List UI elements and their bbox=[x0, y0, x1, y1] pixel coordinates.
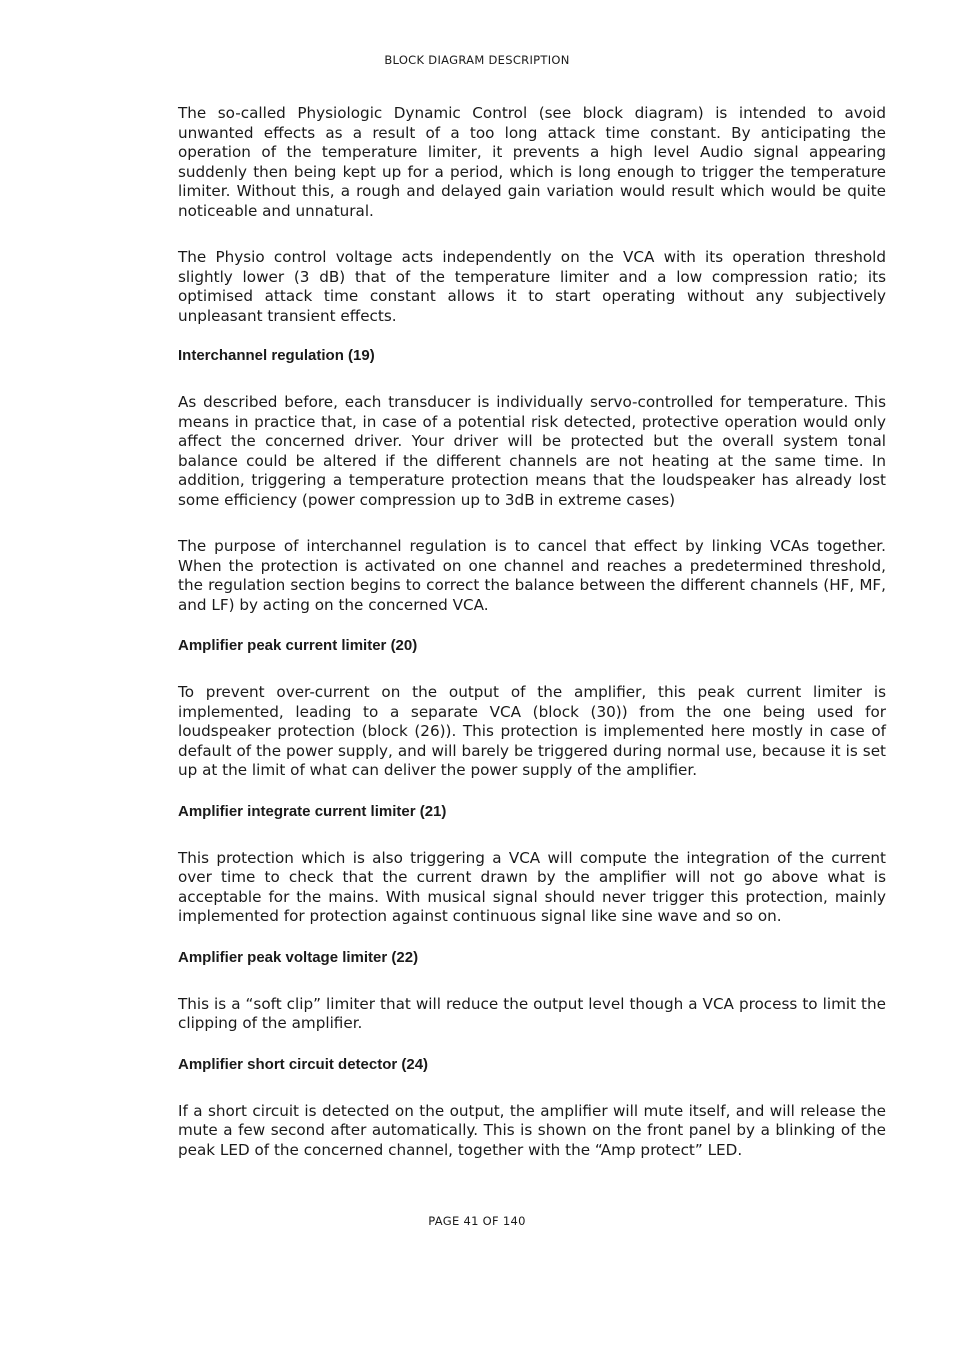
paragraph-short-circuit-detector: If a short circuit is detected on the output, the amplifier will mute itself, and will release the mute a few second after automatically. This is shown on the front panel by a blinking of the peak LED of the concerned channel, together with the “Amp protect” LED. bbox=[178, 1101, 886, 1159]
paragraph-physiologic-dynamic-control: The so-called Physiologic Dynamic Control (see block diagram) is intended to avoid unwanted effects as a result of a too long attack time constant. By anticipating the operation of the temperature limiter, it prevents a high level Audio signal appearing suddenly then being kept up for a period, which is long enough to trigger the temperature limiter. Without this, a rough and delayed gain variation would result which would be quite noticeable and unnatural. bbox=[178, 104, 886, 220]
section-heading-peak-current-limiter: Amplifier peak current limiter (20) bbox=[178, 637, 418, 654]
page-content bbox=[178, 104, 886, 1160]
page-header: BLOCK DIAGRAM DESCRIPTION bbox=[384, 53, 570, 67]
section-heading-short-circuit-detector: Amplifier short circuit detector (24) bbox=[178, 1055, 429, 1073]
paragraph-peak-voltage-limiter: This is a “soft clip” limiter that will reduce the output level though a VCA process to limit the clipping of the amplifier. bbox=[178, 994, 886, 1032]
page-number: PAGE 41 OF 140 bbox=[428, 1214, 526, 1228]
section-heading-integrate-current-limiter: Amplifier integrate current limiter (21) bbox=[178, 802, 447, 820]
paragraph-transducer-servo: As described before, each transducer is individually servo-controlled for temperature. This means in practice that, in case of a potential risk detected, protective operation would only affect the concerned driver. Your driver will be protected but the overall system tonal balance could be altered if the different channels are not heating at the same time. In addition, triggering a temperature protection means that the loudspeaker has already lost some efficiency (power compression up to 3dB in extreme cases) bbox=[178, 393, 886, 509]
paragraph-interchannel-purpose: The purpose of interchannel regulation is to cancel that effect by linking VCAs together. When the protection is activated on one channel and reaches a predetermined threshold, the regulation section begins to correct the balance between the different channels (HF, MF, and LF) by acting on the concerned VCA. bbox=[178, 537, 886, 614]
paragraph-integrate-current-limiter: This protection which is also triggering a VCA will compute the integration of the current over time to check that the current drawn by the amplifier will not go above what is acceptable for the mains. With musical signal should never trigger this protection, mainly implemented for protection against continuous signal like sine wave and so on. bbox=[178, 848, 886, 925]
section-heading-interchannel-regulation: Interchannel regulation (19) bbox=[178, 347, 375, 364]
paragraph-peak-current-limiter: To prevent over-current on the output of the amplifier, this peak current limiter is implemented, leading to a separate VCA (block (30)) from the one being used for loudspeaker protection (block (26)). This protection is implemented here mostly in case of default of the power supply, and will barely be triggered during normal use, because it is set up at the limit of what can deliver the power supply of the amplifier. bbox=[178, 683, 886, 779]
paragraph-physio-control-voltage: The Physio control voltage acts independently on the VCA with its operation threshold slightly lower (3 dB) that of the temperature limiter and a low compression ratio; its optimised attack time constant allows it to start operating without any subjectively unpleasant transient effects. bbox=[178, 248, 886, 325]
section-heading-peak-voltage-limiter: Amplifier peak voltage limiter (22) bbox=[178, 948, 419, 966]
